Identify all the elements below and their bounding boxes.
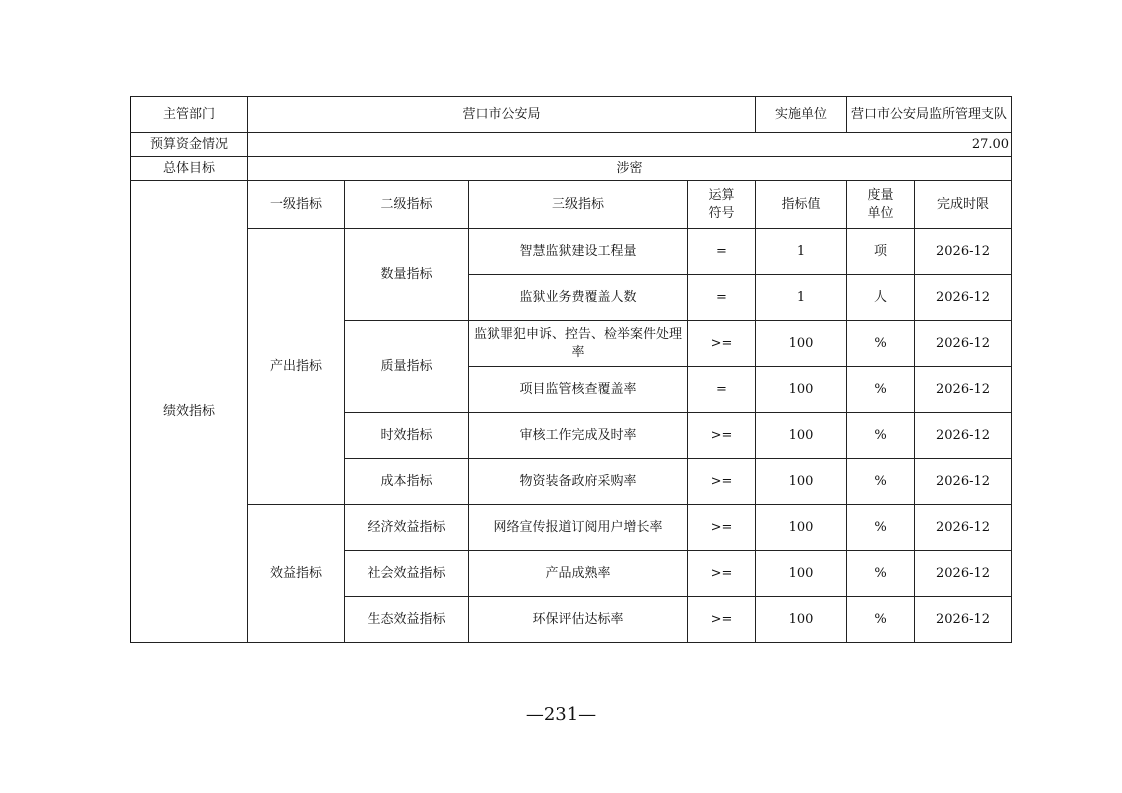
goal-value: 涉密 [248, 157, 1012, 181]
indicator-value: 100 [756, 505, 847, 551]
indicator-op: >= [688, 413, 756, 459]
indicator-op: >= [688, 597, 756, 643]
budget-row [131, 133, 1012, 157]
indicator-value: 100 [756, 367, 847, 413]
subgroup-label: 成本指标 [345, 459, 469, 505]
indicator-op: >= [688, 459, 756, 505]
indicator-deadline: 2026-12 [915, 459, 1012, 505]
impl-label: 实施单位 [756, 97, 847, 133]
indicator-deadline: 2026-12 [915, 229, 1012, 275]
subgroup-label: 社会效益指标 [345, 551, 469, 597]
indicator-value: 100 [756, 597, 847, 643]
col-deadline: 完成时限 [915, 181, 1012, 229]
indicator-name: 监狱业务费覆盖人数 [469, 275, 688, 321]
indicator-deadline: 2026-12 [915, 367, 1012, 413]
indicator-unit: 人 [847, 275, 915, 321]
indicator-value: 100 [756, 413, 847, 459]
subgroup-label: 生态效益指标 [345, 597, 469, 643]
subgroup-label: 质量指标 [345, 321, 469, 413]
indicator-unit: 项 [847, 229, 915, 275]
indicator-value: 1 [756, 229, 847, 275]
column-header-row [131, 181, 1012, 229]
indicator-deadline: 2026-12 [915, 551, 1012, 597]
header-row [131, 97, 1012, 133]
indicator-name: 监狱罪犯申诉、控告、检举案件处理率 [469, 321, 688, 367]
col-level1: 一级指标 [248, 181, 345, 229]
budget-label: 预算资金情况 [131, 133, 248, 157]
indicator-deadline: 2026-12 [915, 275, 1012, 321]
col-unit: 度量单位 [847, 181, 915, 229]
page-number: —231— [525, 704, 597, 725]
goal-label: 总体目标 [131, 157, 248, 181]
indicator-deadline: 2026-12 [915, 413, 1012, 459]
indicator-name: 物资装备政府采购率 [469, 459, 688, 505]
indicator-name: 产品成熟率 [469, 551, 688, 597]
indicator-unit: % [847, 413, 915, 459]
indicator-deadline: 2026-12 [915, 321, 1012, 367]
indicator-name: 智慧监狱建设工程量 [469, 229, 688, 275]
indicator-op: >= [688, 505, 756, 551]
indicator-name: 网络宣传报道订阅用户增长率 [469, 505, 688, 551]
indicator-value: 100 [756, 459, 847, 505]
indicator-name: 环保评估达标率 [469, 597, 688, 643]
indicator-unit: % [847, 551, 915, 597]
indicator-unit: % [847, 459, 915, 505]
goal-row [131, 157, 1012, 181]
indicator-op: = [688, 367, 756, 413]
performance-table [130, 96, 1012, 643]
indicator-op: = [688, 275, 756, 321]
indicator-unit: % [847, 321, 915, 367]
group-label: 效益指标 [248, 505, 345, 643]
indicator-op: >= [688, 321, 756, 367]
indicator-unit: % [847, 367, 915, 413]
dept-label: 主管部门 [131, 97, 248, 133]
indicator-unit: % [847, 597, 915, 643]
indicator-deadline: 2026-12 [915, 505, 1012, 551]
indicator-value: 100 [756, 321, 847, 367]
subgroup-label: 时效指标 [345, 413, 469, 459]
group-label: 产出指标 [248, 229, 345, 505]
indicator-name: 项目监管核查覆盖率 [469, 367, 688, 413]
col-level2: 二级指标 [345, 181, 469, 229]
col-op: 运算符号 [688, 181, 756, 229]
table-row [131, 229, 1012, 275]
indicator-unit: % [847, 505, 915, 551]
indicator-value: 100 [756, 551, 847, 597]
indicator-name: 审核工作完成及时率 [469, 413, 688, 459]
table-row [131, 505, 1012, 551]
indicator-op: >= [688, 551, 756, 597]
dept-value: 营口市公安局 [248, 97, 756, 133]
indicator-deadline: 2026-12 [915, 597, 1012, 643]
col-level3: 三级指标 [469, 181, 688, 229]
indicator-value: 1 [756, 275, 847, 321]
subgroup-label: 数量指标 [345, 229, 469, 321]
impl-value: 营口市公安局监所管理支队 [847, 97, 1012, 133]
col-value: 指标值 [756, 181, 847, 229]
subgroup-label: 经济效益指标 [345, 505, 469, 551]
indicator-op: = [688, 229, 756, 275]
budget-value: 27.00 [248, 133, 1012, 157]
perf-label: 绩效指标 [131, 181, 248, 643]
